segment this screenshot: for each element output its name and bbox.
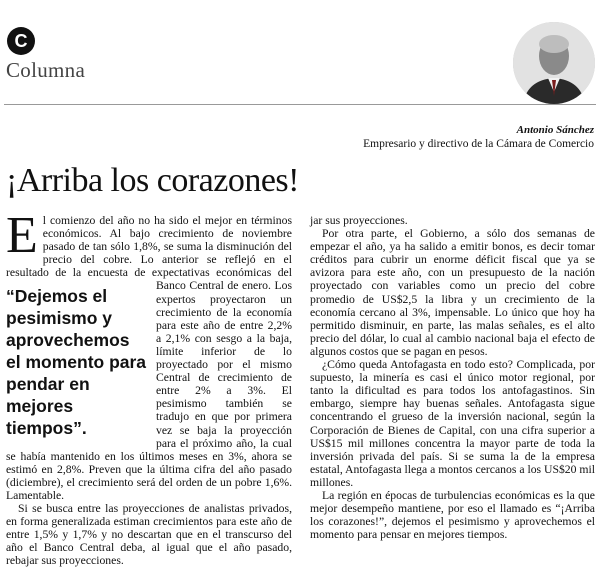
author-block: [363, 124, 594, 150]
author-role: Empresario y directivo de la Cámara de Comercio: [363, 138, 594, 150]
article-column-1: [6, 207, 292, 568]
paragraph: La región en épocas de turbulencias económicas es la que mejor desempeño mantiene, por eso el llamado es “¡Arriba los corazones!”, dejemos el pesimismo y aprovechemos el momento para pensar en mejores tiempos.: [310, 488, 595, 542]
paragraph-text: l comienzo del año no ha sido el mejor en términos económicos. Al bajo crecimiento de noviembre pasado de tan sólo 1,8%, se suma la disminución del precio del cobre. Lo anterior se reflejó en el resultado de la encuesta de expectativas económicas del Banco Central de enero. “Dejemos el pesimismo y aprovechemos el momento para pendar en mejores tiempos”. Los expertos proyectaron un crecimiento de la economía para este año de entre 2,2% a 2,1% con sesgo a la baja, límite inferior de lo proyectado por el mismo Central de crecimiento de entre 2% a 3%. El pesimismo también se tradujo en que por primera vez se baja la proyección para el próximo año, la cual se había mantenido en los últimos meses en 3%, ahora se estimó en 2,8%. Preven que la última cifra del año pasado (diciembre), el crecimiento será del orden de un pobre 1,6%. Lamentable.: [6, 214, 292, 502]
paragraph: Por otra parte, el Gobierno, a sólo dos semanas de empezar el año, ya ha salido a emitir bonos, es decir tomar créditos para cubrir un enorme déficit fiscal que ya se avizora para este año, con un presupuesto de la nación proyectado con variables como un precio del cobre promedio de US$2,5 la libra y un crecimiento de la economía cercano al 3%, impensable. Lo único que hoy ha permitido disminuir, en parte, las malas señales, es el alto precio del dólar, lo cual al cambio nacional baja el efecto de algunos costos que se pagan en pesos.: [310, 227, 595, 358]
section-title: Columna: [6, 58, 86, 82]
header-divider: [4, 104, 596, 105]
article-column-2: [310, 214, 595, 541]
author-photo: [513, 22, 595, 104]
drop-cap: E: [6, 207, 38, 264]
column-badge: C: [7, 27, 35, 55]
author-portrait-icon: [513, 22, 595, 104]
pull-quote: “Dejemos el pesimismo y aprovechemos el momento para pendar en mejores tiempos”.: [6, 286, 147, 439]
paragraph: ¿Cómo queda Antofagasta en todo esto? Complicada, por supuesto, la minería es casi el único motor regional, por tanto la dificultad es para todos los antofagastinos. Sin embargo, siempre hay buenas señales. Antofagasta sigue concentrando el grueso de la inversión nacional, según la Corporación de Bienes de Capital, con una cifra superior a US$15 mil millones concentra la mayor parte de toda la inversión privada del país. Si se suma la de la empresa estatal, Antofagasta llega a montos cercanos a los US$20 mil millones.: [310, 358, 595, 489]
headline: ¡Arriba los corazones!: [6, 162, 299, 199]
paragraph: Si se busca entre las proyecciones de analistas privados, en forma generalizada estiman crecimientos para este año de entre 1,5% y 1,7% y no descartan que en el transcurso del año el Banco Central deba, al igual que el año pasado, rebajar sus proyecciones.: [6, 502, 292, 568]
author-name: Antonio Sánchez: [516, 124, 594, 136]
paragraph: jar sus proyecciones.: [310, 214, 408, 227]
paragraph: [6, 207, 292, 502]
